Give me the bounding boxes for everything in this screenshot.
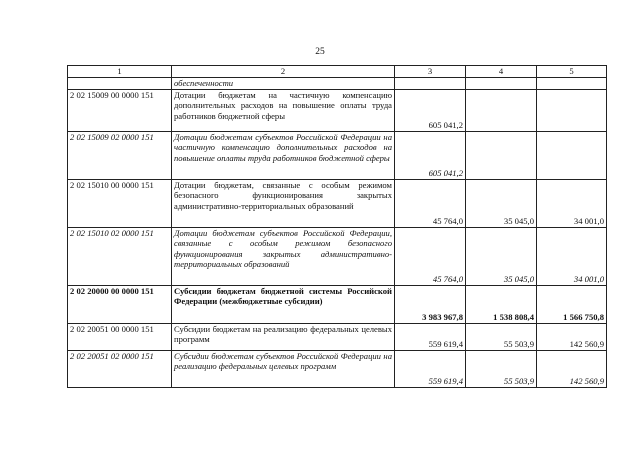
header-row	[68, 66, 607, 78]
cell-value-col5: 34 001,0	[537, 227, 607, 285]
cell-code	[68, 78, 172, 90]
column-header: 2	[172, 66, 395, 78]
cell-description: Дотации бюджетам субъектов Российской Федерации, связанные с особым режимом безопасного функционирования закрытых административно-территориальных образований	[172, 227, 395, 285]
cell-code: 2 02 20051 02 0000 151	[68, 350, 172, 387]
cell-value-col3: 559 619,4	[395, 350, 466, 387]
cell-value-col3: 605 041,2	[395, 89, 466, 131]
cell-description: Дотации бюджетам субъектов Российской Федерации на частичную компенсацию дополнительных расходов на повышение оплаты труда работников бюджетной сферы	[172, 131, 395, 179]
table-row	[68, 131, 607, 179]
column-header: 1	[68, 66, 172, 78]
cell-description: обеспеченности	[172, 78, 395, 90]
cell-value-col4	[466, 131, 537, 179]
cell-value-col5	[537, 131, 607, 179]
column-header: 4	[466, 66, 537, 78]
cell-code: 2 02 15009 02 0000 151	[68, 131, 172, 179]
table-row	[68, 179, 607, 227]
table-row	[68, 227, 607, 285]
cell-value-col3	[395, 78, 466, 90]
cell-value-col5: 1 566 750,8	[537, 285, 607, 323]
cell-value-col3: 605 041,2	[395, 131, 466, 179]
cell-value-col3: 559 619,4	[395, 323, 466, 350]
cell-value-col4: 55 503,9	[466, 350, 537, 387]
budget-table	[67, 65, 607, 388]
cell-value-col4: 55 503,9	[466, 323, 537, 350]
cell-description: Субсидии бюджетам на реализацию федеральных целевых программ	[172, 323, 395, 350]
table-row	[68, 78, 607, 90]
cell-value-col3: 45 764,0	[395, 179, 466, 227]
cell-value-col5: 34 001,0	[537, 179, 607, 227]
cell-value-col5	[537, 78, 607, 90]
cell-code: 2 02 15010 00 0000 151	[68, 179, 172, 227]
cell-value-col3: 3 983 967,8	[395, 285, 466, 323]
cell-code: 2 02 20051 00 0000 151	[68, 323, 172, 350]
table-row	[68, 89, 607, 131]
cell-value-col5	[537, 89, 607, 131]
cell-value-col5: 142 560,9	[537, 323, 607, 350]
cell-description: Дотации бюджетам на частичную компенсацию дополнительных расходов на повышение оплаты труда работников бюджетной сферы	[172, 89, 395, 131]
cell-description: Дотации бюджетам, связанные с особым режимом безопасного функционирования закрытых административно-территориальных образований	[172, 179, 395, 227]
page-number: 25	[315, 47, 325, 57]
table-row	[68, 350, 607, 387]
cell-value-col4: 35 045,0	[466, 179, 537, 227]
cell-value-col5: 142 560,9	[537, 350, 607, 387]
column-header: 5	[537, 66, 607, 78]
cell-code: 2 02 15010 02 0000 151	[68, 227, 172, 285]
cell-code: 2 02 15009 00 0000 151	[68, 89, 172, 131]
column-header: 3	[395, 66, 466, 78]
table-row	[68, 285, 607, 323]
table-row	[68, 323, 607, 350]
cell-code: 2 02 20000 00 0000 151	[68, 285, 172, 323]
cell-description: Субсидии бюджетам бюджетной системы Российской Федерации (межбюджетные субсидии)	[172, 285, 395, 323]
cell-description: Субсидии бюджетам субъектов Российской Федерации на реализацию федеральных целевых программ	[172, 350, 395, 387]
cell-value-col4: 1 538 808,4	[466, 285, 537, 323]
cell-value-col3: 45 764,0	[395, 227, 466, 285]
cell-value-col4	[466, 78, 537, 90]
cell-value-col4	[466, 89, 537, 131]
cell-value-col4: 35 045,0	[466, 227, 537, 285]
